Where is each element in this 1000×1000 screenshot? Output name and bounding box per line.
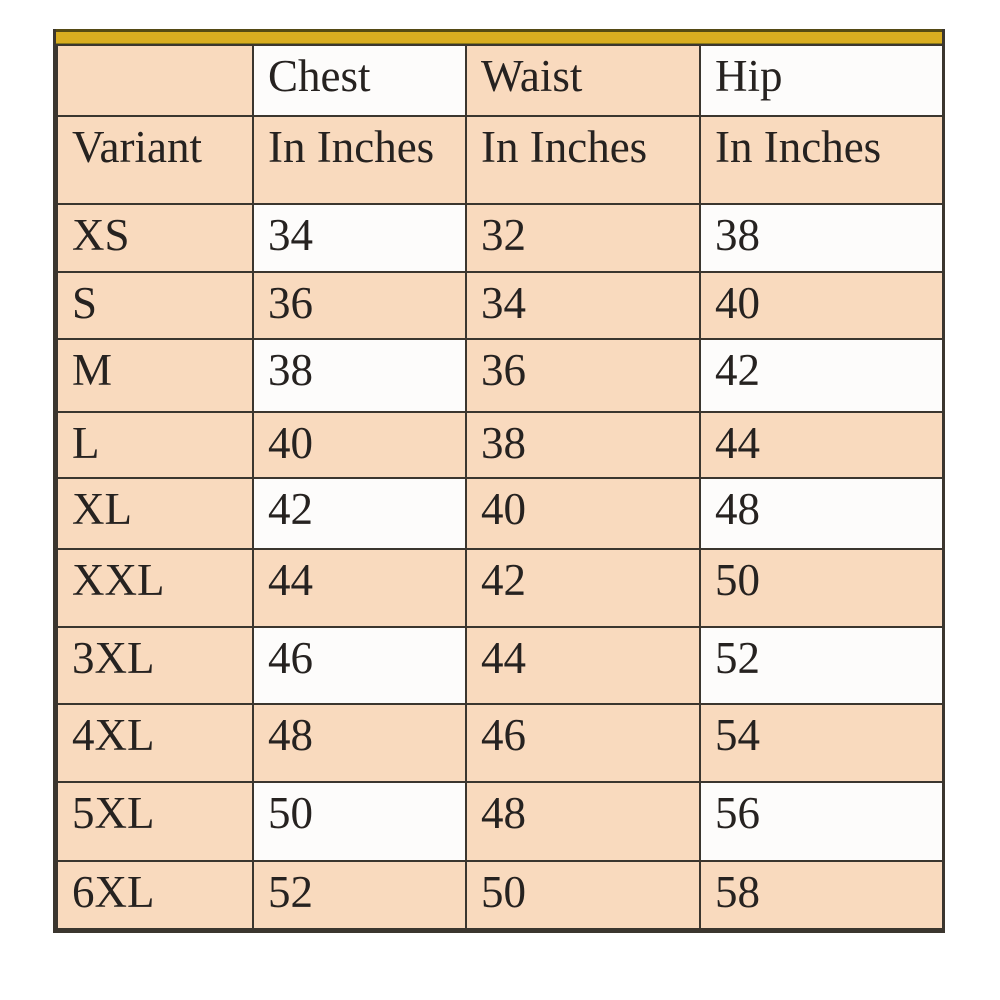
waist-value-cell: 50 — [466, 861, 700, 929]
variant-header: Variant — [57, 116, 253, 204]
size-chart — [53, 29, 945, 933]
gold-accent-bar — [56, 29, 942, 44]
chest-value-cell: 34 — [253, 204, 466, 272]
size-row-xl — [57, 478, 943, 549]
header-row-units — [57, 116, 943, 204]
hip-value-cell: 54 — [700, 704, 943, 782]
hip-value-cell: 40 — [700, 272, 943, 339]
waist-value-cell: 42 — [466, 549, 700, 627]
hip-unit: In Inches — [700, 116, 943, 204]
hip-value-cell: 58 — [700, 861, 943, 929]
size-chart-table — [56, 44, 944, 930]
hip-value-cell: 50 — [700, 549, 943, 627]
header-row-measurements — [57, 45, 943, 116]
waist-value-cell: 48 — [466, 782, 700, 861]
waist-header: Waist — [466, 45, 700, 116]
waist-value-cell: 46 — [466, 704, 700, 782]
chest-value-cell: 48 — [253, 704, 466, 782]
size-row-4xl — [57, 704, 943, 782]
chest-value-cell: 36 — [253, 272, 466, 339]
chest-value-cell: 38 — [253, 339, 466, 412]
variant-cell: L — [57, 412, 253, 478]
chest-value-cell: 52 — [253, 861, 466, 929]
chest-value-cell: 40 — [253, 412, 466, 478]
hip-value-cell: 44 — [700, 412, 943, 478]
variant-cell: 3XL — [57, 627, 253, 704]
size-row-l — [57, 412, 943, 478]
variant-cell: 4XL — [57, 704, 253, 782]
size-row-3xl — [57, 627, 943, 704]
corner-cell — [57, 45, 253, 116]
size-row-xs — [57, 204, 943, 272]
variant-cell: M — [57, 339, 253, 412]
size-row-5xl — [57, 782, 943, 861]
chest-value-cell: 44 — [253, 549, 466, 627]
waist-value-cell: 36 — [466, 339, 700, 412]
chest-value-cell: 50 — [253, 782, 466, 861]
hip-header: Hip — [700, 45, 943, 116]
waist-value-cell: 34 — [466, 272, 700, 339]
size-row-s — [57, 272, 943, 339]
variant-cell: 5XL — [57, 782, 253, 861]
variant-cell: S — [57, 272, 253, 339]
chest-value-cell: 46 — [253, 627, 466, 704]
chest-unit: In Inches — [253, 116, 466, 204]
size-row-xxl — [57, 549, 943, 627]
hip-value-cell: 38 — [700, 204, 943, 272]
waist-value-cell: 32 — [466, 204, 700, 272]
waist-unit: In Inches — [466, 116, 700, 204]
waist-value-cell: 40 — [466, 478, 700, 549]
hip-value-cell: 42 — [700, 339, 943, 412]
waist-value-cell: 38 — [466, 412, 700, 478]
chest-header: Chest — [253, 45, 466, 116]
chest-value-cell: 42 — [253, 478, 466, 549]
variant-cell: 6XL — [57, 861, 253, 929]
hip-value-cell: 52 — [700, 627, 943, 704]
waist-value-cell: 44 — [466, 627, 700, 704]
hip-value-cell: 56 — [700, 782, 943, 861]
variant-cell: XS — [57, 204, 253, 272]
variant-cell: XL — [57, 478, 253, 549]
variant-cell: XXL — [57, 549, 253, 627]
hip-value-cell: 48 — [700, 478, 943, 549]
size-row-6xl — [57, 861, 943, 929]
size-row-m — [57, 339, 943, 412]
